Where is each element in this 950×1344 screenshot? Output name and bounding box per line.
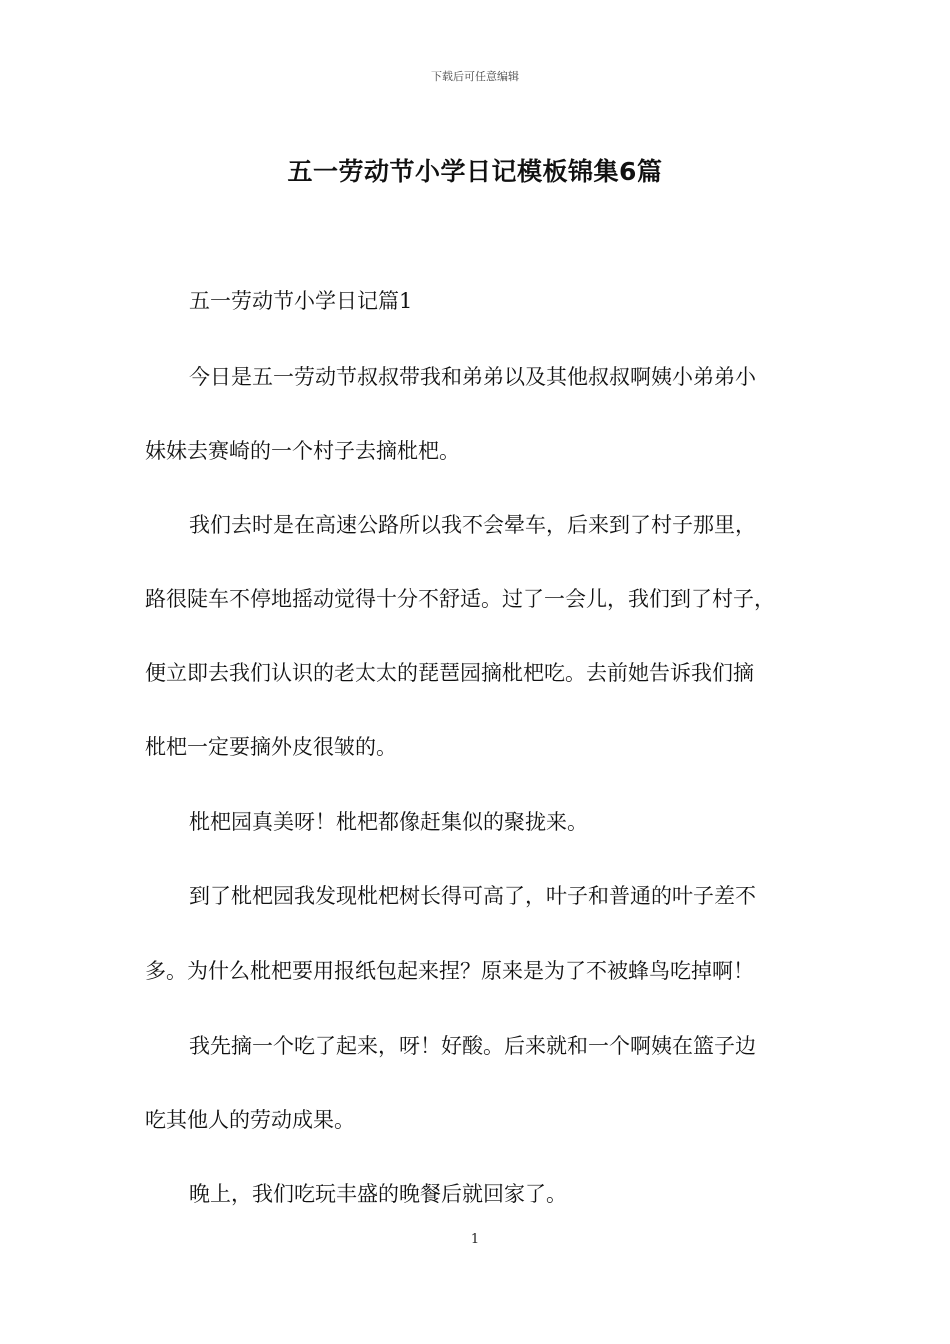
paragraph-line: 路很陡车不停地摇动觉得十分不舒适。过了一会儿，我们到了村子， <box>145 587 775 611</box>
paragraph-line: 枇杷园真美呀！枇杷都像赶集似的聚拢来。 <box>189 810 588 834</box>
paragraph-line: 便立即去我们认识的老太太的琵琶园摘枇杷吃。去前她告诉我们摘 <box>145 661 754 685</box>
paragraph-line: 晚上，我们吃玩丰盛的晚餐后就回家了。 <box>189 1182 567 1206</box>
paragraph-line: 吃其他人的劳动成果。 <box>145 1108 355 1132</box>
document-title: 五一劳动节小学日记模板锦集6篇 <box>287 157 663 186</box>
header-note: 下载后可任意编辑 <box>431 70 519 83</box>
page-number: 1 <box>470 1232 480 1247</box>
paragraph-line: 多。为什么枇杷要用报纸包起来捏？原来是为了不被蜂鸟吃掉啊！ <box>145 959 754 983</box>
paragraph-line: 到了枇杷园我发现枇杷树长得可高了，叶子和普通的叶子差不 <box>189 884 756 908</box>
paragraph-line: 我先摘一个吃了起来，呀！好酸。后来就和一个啊姨在篮子边 <box>189 1034 756 1058</box>
paragraph-line: 枇杷一定要摘外皮很皱的。 <box>145 735 397 759</box>
paragraph-line: 妹妹去赛崎的一个村子去摘枇杷。 <box>145 439 460 463</box>
section-heading: 五一劳动节小学日记篇1 <box>189 289 413 313</box>
paragraph-line: 今日是五一劳动节叔叔带我和弟弟以及其他叔叔啊姨小弟弟小 <box>189 365 756 389</box>
paragraph-line: 我们去时是在高速公路所以我不会晕车，后来到了村子那里， <box>189 513 756 537</box>
